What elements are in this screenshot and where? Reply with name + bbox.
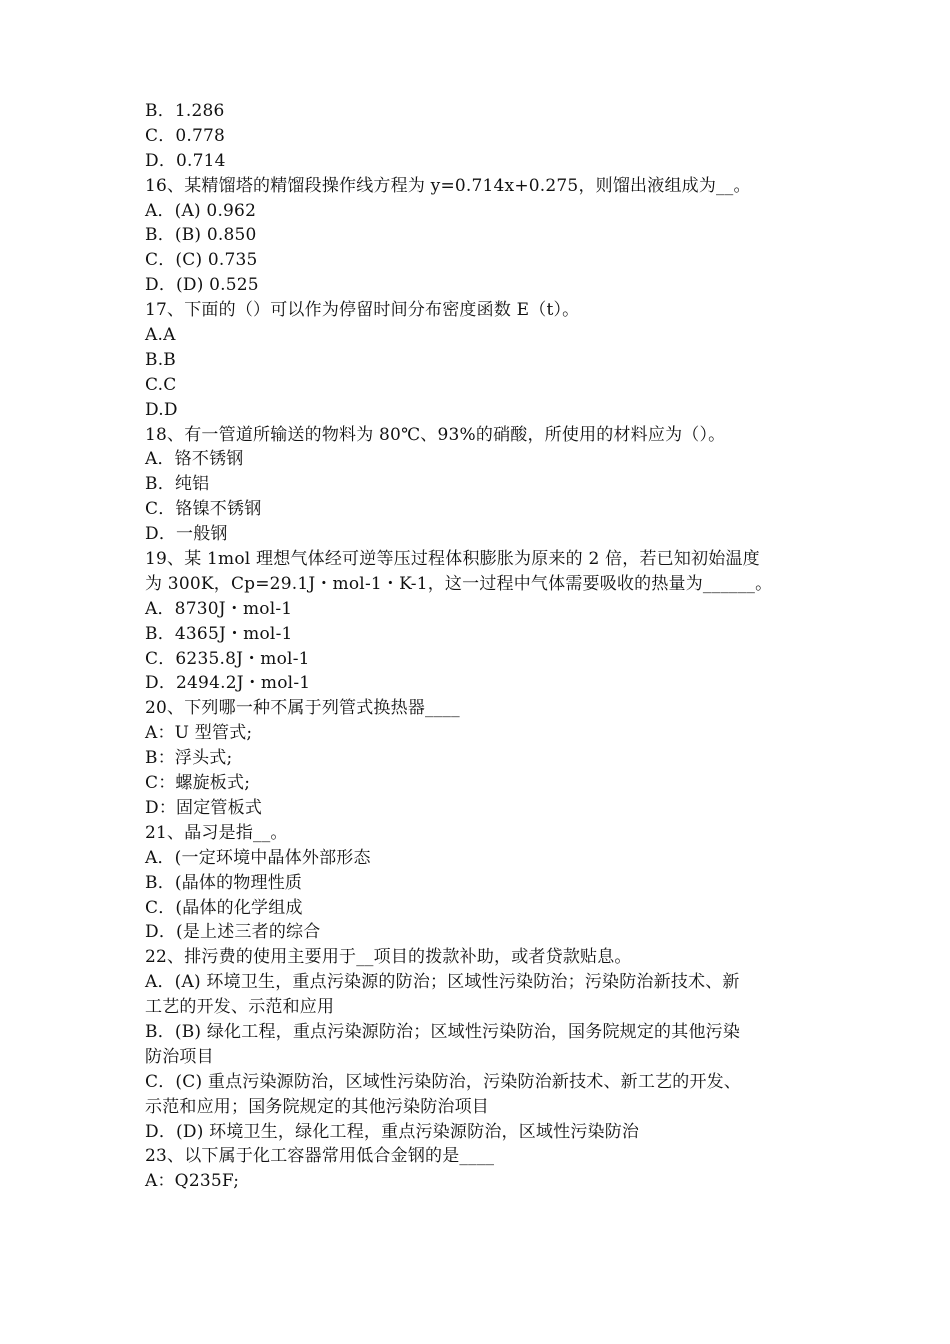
text-line: D．一般钢: [145, 524, 228, 545]
text-line: C．(C) 0.735: [145, 250, 258, 271]
text-line: C：螺旋板式;: [145, 773, 251, 794]
question-19: 19、某 1mol 理想气体经可逆等压过程体积膨胀为原来的 2 倍，若已知初始温度: [145, 549, 760, 570]
text-line: A．(A) 0.962: [145, 200, 257, 221]
question-23: 23、以下属于化工容器常用低合金钢的是____: [145, 1146, 495, 1167]
text-line: A．(一定环境中晶体外部形态: [145, 847, 371, 868]
question-18: 18、有一管道所输送的物料为 80℃、93%的硝酸，所使用的材料应为（）。: [145, 424, 726, 445]
text-line: B．1.286: [145, 101, 225, 121]
text-line: D．(D) 0.525: [145, 275, 259, 296]
question-22: 22、排污费的使用主要用于__项目的拨款补助，或者贷款贴息。: [145, 947, 632, 968]
text-line: D．2494.2J・mol-1: [145, 673, 311, 694]
text-line: A.A: [145, 325, 176, 346]
text-line: D．(D) 环境卫生，绿化工程，重点污染源防治，区域性污染防治: [145, 1121, 640, 1142]
text-line: D：固定管板式: [145, 797, 263, 818]
text-line: B．纯铝: [145, 474, 210, 495]
text-line: C．6235.8J・mol-1: [145, 648, 310, 669]
text-line: B．(B) 0.850: [145, 225, 257, 246]
text-line: D．(是上述三者的综合: [145, 922, 321, 943]
text-line: D.D: [145, 399, 178, 420]
text-line: A：U 型管式;: [145, 723, 253, 744]
text-line: C．(C) 重点污染源防治，区域性污染防治，污染防治新技术、新工艺的开发、: [145, 1071, 742, 1092]
text-line: B.B: [145, 349, 176, 370]
text-line: B．(晶体的物理性质: [145, 872, 303, 893]
question-16: 16、某精馏塔的精馏段操作线方程为 y=0.714x+0.275，则馏出液组成为__。: [145, 175, 751, 196]
question-20: 20、下列哪一种不属于列管式换热器____: [145, 698, 460, 719]
text-line: A．(A) 环境卫生，重点污染源的防治；区域性污染防治；污染防治新技术、新: [145, 972, 740, 993]
text-line: B：浮头式;: [145, 748, 233, 769]
text-line: B．4365J・mol-1: [145, 623, 293, 644]
text-line: C．0.778: [145, 125, 226, 146]
text-line: 防治项目: [145, 1046, 214, 1067]
text-line: A．铬不锈钢: [145, 449, 244, 470]
text-line: C．(晶体的化学组成: [145, 897, 303, 918]
text-line: A．8730J・mol-1: [145, 598, 293, 619]
text-line: 工艺的开发、示范和应用: [145, 997, 335, 1018]
text-line: D．0.714: [145, 150, 226, 171]
text-line: B．(B) 绿化工程，重点污染源防治；区域性污染防治，国务院规定的其他污染: [145, 1021, 741, 1042]
text-line: C.C: [145, 374, 177, 395]
text-line: A：Q235F;: [145, 1171, 240, 1192]
document-page: [145, 99, 815, 1194]
text-line: 为 300K，Cp=29.1J・mol-1・K-1，这一过程中气体需要吸收的热量为______。: [145, 573, 773, 594]
text-line: C．铬镍不锈钢: [145, 499, 262, 520]
text-line: 示范和应用；国务院规定的其他污染防治项目: [145, 1096, 489, 1117]
question-17: 17、下面的（）可以作为停留时间分布密度函数 E（t）。: [145, 300, 580, 321]
question-21: 21、晶习是指__。: [145, 822, 288, 843]
